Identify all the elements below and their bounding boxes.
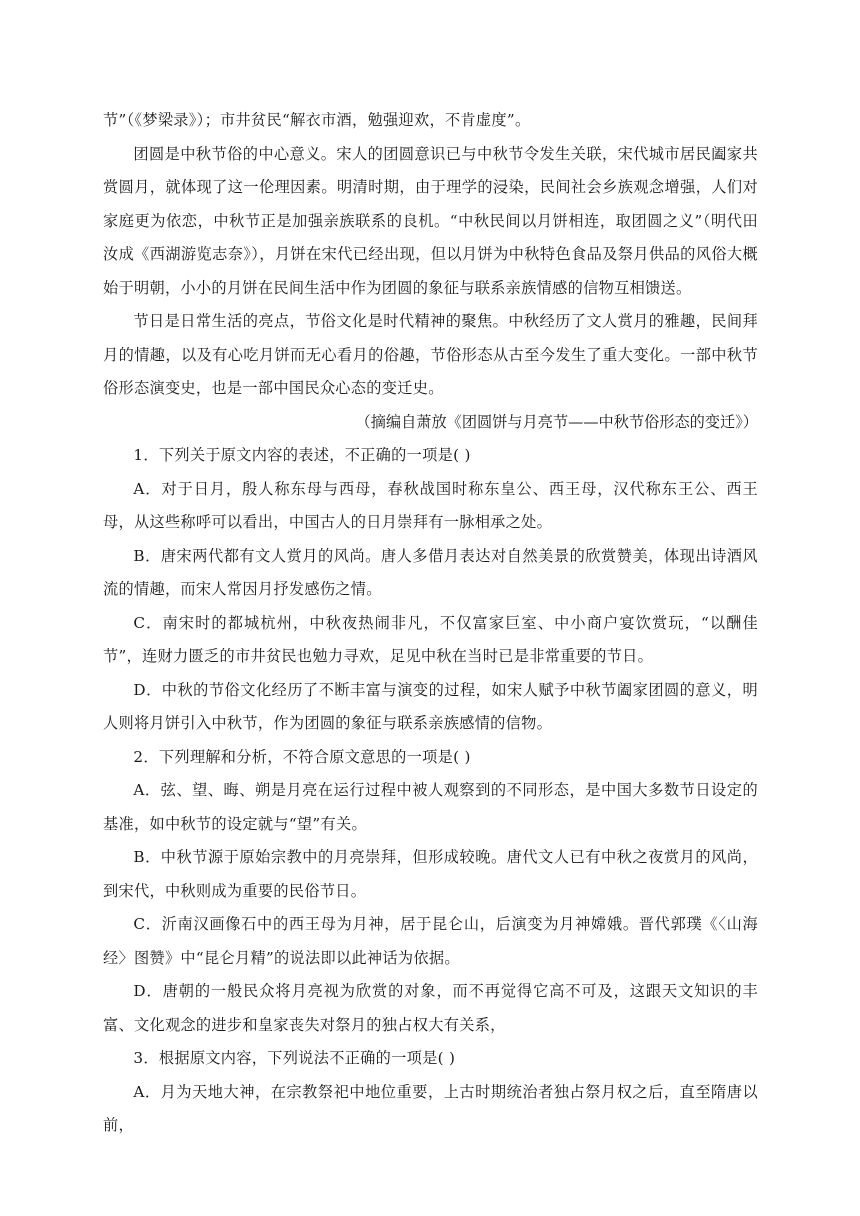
question-1-option-c: C．南宋时的都城杭州，中秋夜热闹非凡，不仅富家巨室、中小商户宴饮赏玩，“以酬佳节”，连财力匮乏的市井贫民也勉力寻欢，足见中秋在当时已是非常重要的节日。 — [103, 613, 758, 665]
question-1-option-d: D．中秋的节俗文化经历了不断丰富与演变的过程，如宋人赋予中秋节阖家团圆的意义，明人则将月饼引入中秋节，作为团圆的象征与联系亲族感情的信物。 — [103, 680, 758, 732]
question-1-option-a: A．对于日月，殷人称东母与西母，春秋战国时称东皇公、西王母，汉代称东王公、西王母，从这些称呼可以看出，中国古人的日月崇拜有一脉相承之处。 — [103, 479, 758, 531]
paragraph-continued: 节”（《梦梁录》）；市井贫民“解衣市酒，勉强迎欢，不肯虚度”。 — [103, 111, 531, 129]
question-2-stem: 2．下列理解和分析，不符合原文意思的一项是( ) — [133, 747, 471, 766]
question-2-option-a: A．弦、望、晦、朔是月亮在运行过程中被人观察到的不同形态，是中国大多数节日设定的基准，如中秋节的设定就与“望”有关。 — [103, 781, 758, 833]
question-1-stem: 1．下列关于原文内容的表述，不正确的一项是( ) — [133, 446, 471, 464]
paragraph-festival-summary: 节日是日常生活的亮点，节俗文化是时代精神的聚焦。中秋经历了文人赏月的雅趣，民间拜月的情趣，以及有心吃月饼而无心看月的俗趣，节俗形态从古至今发生了重大变化。一部中秋节俗形态演变史，也是一部中国民众心态的变迁史。 — [103, 312, 758, 397]
question-2-option-c: C．沂南汉画像石中的西王母为月神，居于昆仑山，后演变为月神嫦娥。晋代郭璞《〈山海经〉图赞》中“昆仑月精”的说法即以此神话为依据。 — [103, 915, 758, 967]
source-citation: （摘编自萧放《团圆饼与月亮节——中秋节俗形态的变迁》） — [355, 412, 758, 431]
question-3-option-a: A．月为天地大神，在宗教祭祀中地位重要，上古时期统治者独占祭月权之后，直至隋唐以前， — [103, 1082, 758, 1134]
question-1-option-b: B．唐宋两代都有文人赏月的风尚。唐人多借月表达对自然美景的欣赏赞美，体现出诗酒风流的情趣，而宋人常因月抒发感伤之情。 — [103, 546, 758, 598]
question-3-stem: 3．根据原文内容，下列说法不正确的一项是( ) — [133, 1049, 456, 1067]
question-2-option-b: B．中秋节源于原始宗教中的月亮崇拜，但形成较晚。唐代文人已有中秋之夜赏月的风尚，到宋代，中秋则成为重要的民俗节日。 — [103, 848, 758, 900]
paragraph-reunion: 团圆是中秋节俗的中心意义。宋人的团圆意识已与中秋节令发生关联，宋代城市居民阖家共赏圆月，就体现了这一伦理因素。明清时期，由于理学的浸染，民间社会乡族观念增强，人们对家庭更为依恋，中秋节正是加强亲族联系的良机。“中秋民间以月饼相连，取团圆之义”（明代田汝成《西湖游览志奈》），月饼在宋代已经出现，但以月饼为中秋特色食品及祭月供品的风俗大概始于明朝，小小的月饼在民间生活中作为团圆的象征与联系亲族情感的信物互相馈送。 — [103, 144, 758, 297]
question-2-option-d: D．唐朝的一般民众将月亮视为欣赏的对象，而不再觉得它高不可及，这跟天文知识的丰富、文化观念的进步和皇家丧失对祭月的独占权大有关系， — [103, 982, 758, 1034]
document-page — [103, 104, 758, 1143]
